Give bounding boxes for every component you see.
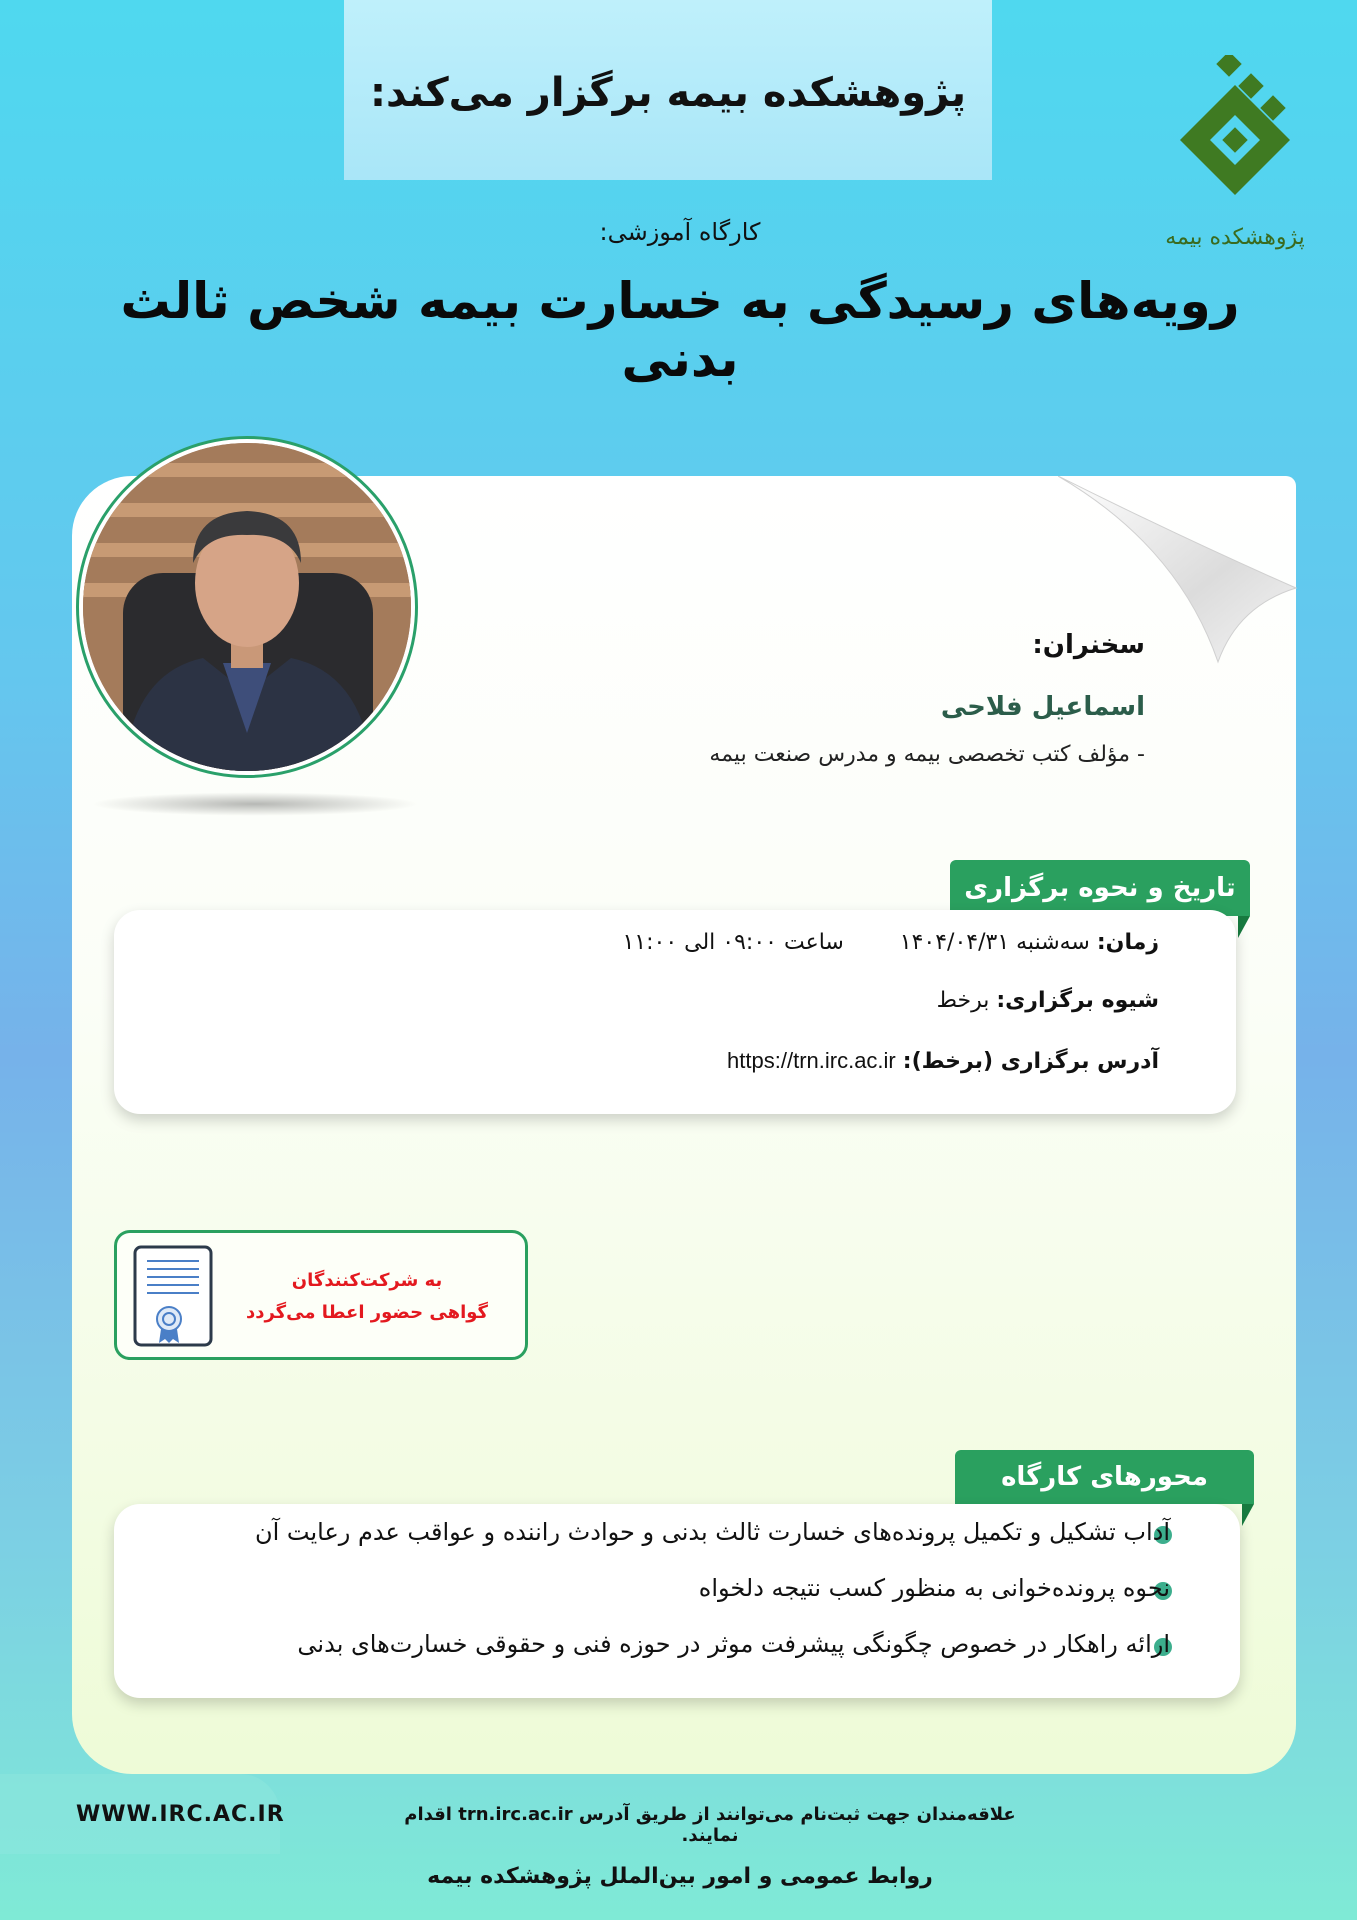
- photo-shadow: [90, 792, 420, 816]
- topic-item: آداب تشکیل و تکمیل پرونده‌های خسارت ثالث بدنی و حوادث راننده و عواقب عدم رعایت آن: [255, 1518, 1170, 1546]
- workshop-title: رویه‌های رسیدگی به خسارت بیمه شخص ثالث بدنی: [120, 272, 1240, 388]
- topic-item: ارائه راهکار در خصوص چگونگی پیشرفت موثر در حوزه فنی و حقوقی خسارت‌های بدنی: [297, 1630, 1170, 1658]
- speaker-description: - مؤلف کتب تخصصی بیمه و مدرس صنعت بیمه: [709, 742, 1145, 767]
- speaker-label: سخنران:: [1032, 630, 1145, 660]
- certificate-text: [227, 1265, 507, 1329]
- speaker-photo: [83, 443, 411, 771]
- website-link[interactable]: WWW.IRC.AC.IR: [76, 1802, 285, 1827]
- header-banner: [344, 0, 992, 180]
- mode-value: برخط: [936, 988, 990, 1013]
- tab-fold-decoration: [1242, 1504, 1254, 1526]
- workshop-subtitle: کارگاه آموزشی:: [599, 218, 761, 246]
- banner-text: پژوهشکده بیمه برگزار می‌کند:: [369, 70, 967, 116]
- address-label: آدرس برگزاری (برخط):: [902, 1049, 1159, 1074]
- time-label: زمان:: [1096, 930, 1159, 955]
- topics-section-title: محورهای کارگاه: [955, 1450, 1254, 1504]
- topic-item: نحوه پرونده‌خوانی به منظور کسب نتیجه دلخواه: [698, 1574, 1170, 1602]
- tab-fold-decoration: [1238, 916, 1250, 938]
- mode-row: [937, 988, 1159, 1013]
- certificate-line-1: به شرکت‌کنندگان: [291, 1270, 443, 1291]
- logo-text: پژوهشکده بیمه: [1165, 225, 1305, 250]
- speaker-photo-frame: [76, 436, 418, 778]
- time-value: سه‌شنبه ۱۴۰۴/۰۴/۳۱ ساعت ۰۹:۰۰ الی ۱۱:۰۰: [622, 930, 1090, 955]
- speaker-name: اسماعیل فلاحی: [940, 692, 1145, 722]
- address-row: [727, 1048, 1159, 1074]
- institute-logo: [1160, 55, 1310, 265]
- registration-note: علاقه‌مندان جهت ثبت‌نام می‌توانند از طریق آدرس trn.irc.ac.ir اقدام نمایند.: [404, 1804, 1016, 1846]
- department-credit: روابط عمومی و امور بین‌الملل پژوهشکده بیمه: [427, 1864, 933, 1889]
- mode-label: شیوه برگزاری:: [996, 988, 1159, 1013]
- address-link[interactable]: https://trn.irc.ac.ir: [727, 1048, 896, 1073]
- time-row: [622, 930, 1159, 955]
- certificate-icon: [133, 1245, 213, 1347]
- certificate-line-2: گواهی حضور اعطا می‌گردد: [245, 1302, 489, 1323]
- logo-mark-icon: [1160, 55, 1310, 225]
- schedule-section-title: تاریخ و نحوه برگزاری: [950, 860, 1250, 916]
- certificate-notice: [114, 1230, 528, 1360]
